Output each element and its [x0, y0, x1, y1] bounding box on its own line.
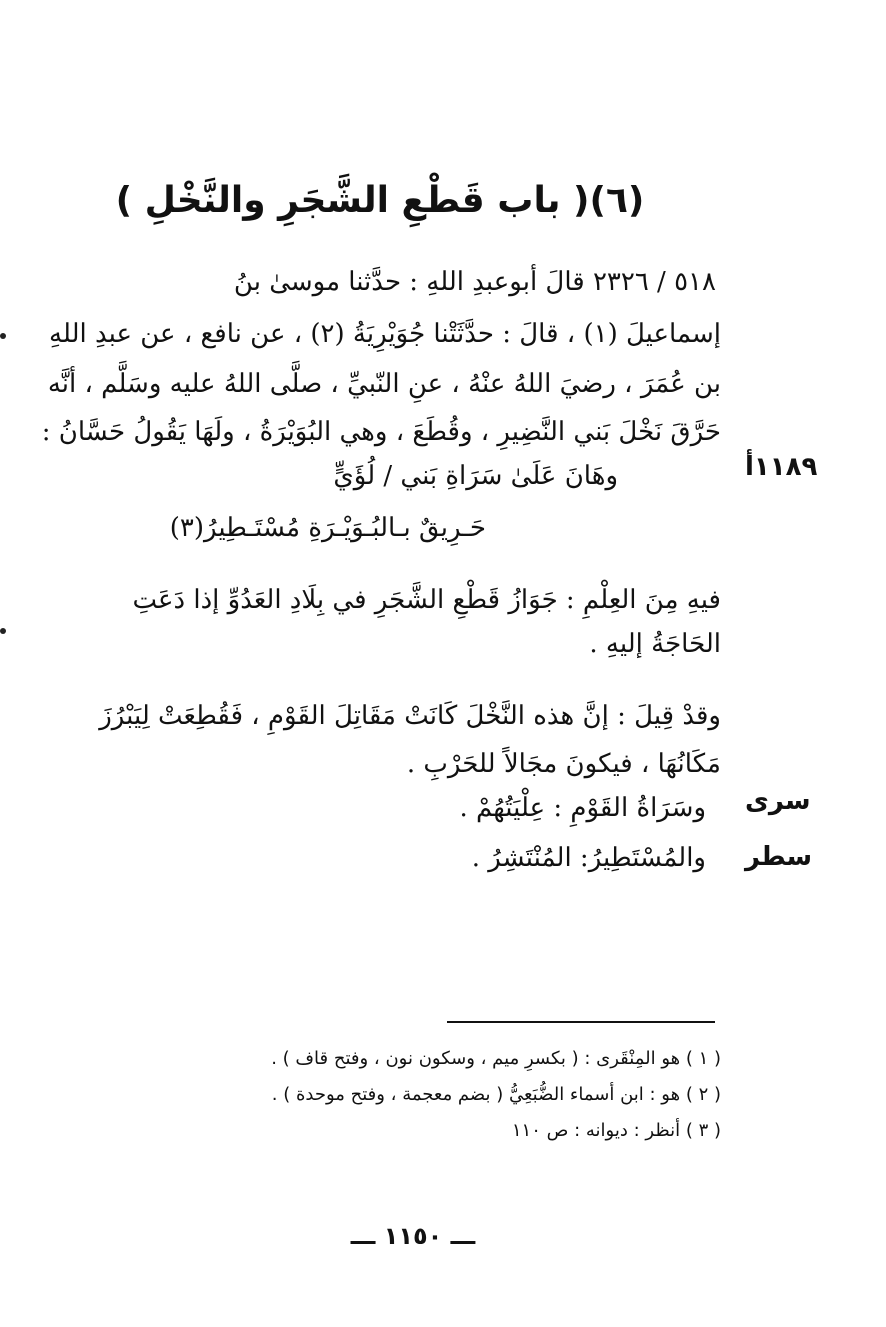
- footnote-2: ( ٢ ) هو : ابن أسماء الضُّبَعِيُّ ( بضم معجمة ، وفتح موحدة ) .: [271, 1084, 721, 1105]
- verse-second-half: حَـرِيقٌ بـالبُـوَيْـرَةِ مُسْتَـطِيرُ(٣): [169, 513, 486, 543]
- margin-root-str: سطر: [745, 842, 813, 872]
- scan-mark: [0, 333, 6, 339]
- hadith-line-3: بن عُمَرَ ، رضيَ اللهُ عنْهُ ، عنِ النّبيِّ ، صلَّى اللهُ عليه وسَلَّم ، أنَّه: [47, 369, 721, 399]
- margin-reference: ١١٨٩أ: [745, 452, 818, 482]
- chapter-heading: (٦)( باب قَطْعِ الشَّجَرِ والنَّخْلِ ): [115, 180, 645, 221]
- hadith-line-1: ٥١٨ / ٢٣٢٦ قالَ أبوعبدِ اللهِ : حدَّثنا موسىٰ بنُ: [233, 267, 716, 297]
- footnote-3: ( ٣ ) أنظر : ديوانه : ص ١١٠: [511, 1120, 721, 1141]
- commentary-line-3: وقدْ قِيلَ : إنَّ هذه النَّخْلَ كَانَتْ مَقَاتِلَ القَوْمِ ، فَقُطِعَتْ لِيَبْرُزَ: [99, 701, 721, 731]
- gloss-line-2: والمُسْتَطِيرُ: المُنْتَشِرُ .: [471, 843, 706, 873]
- commentary-line-2: الحَاجَةُ إليهِ .: [589, 629, 721, 659]
- gloss-line-1: وسَرَاةُ القَوْمِ : عِلْيَتُهُمْ .: [459, 793, 706, 823]
- footnote-divider: [447, 1021, 715, 1023]
- hadith-line-4: حَرَّقَ نَخْلَ بَني النَّضِيرِ ، وقُطَعَ ، وهي البُوَيْرَةُ ، ولَهَا يَقُولُ حَسَّانُ :: [41, 417, 721, 447]
- page-number: ـــ ١١٥٠ ـــ: [350, 1222, 476, 1250]
- scan-mark: [0, 628, 6, 634]
- commentary-line-4: مَكَانُهَا ، فيكونَ مجَالاً للحَرْبِ .: [406, 749, 721, 779]
- commentary-line-1: فيهِ مِنَ العِلْمِ : جَوَازُ قَطْعِ الشَّجَرِ في بِلَادِ العَدُوِّ إذا دَعَتِ: [132, 585, 721, 615]
- footnote-1: ( ١ ) هو المِنْقَرى : ( بكسرِ ميم ، وسكون نون ، وفتح قاف ) .: [271, 1048, 721, 1069]
- hadith-line-2: إسماعيلَ (١) ، قالَ : حدَّثَتْنا جُوَيْرِيَةُ (٢) ، عن نافع ، عن عبدِ اللهِ: [49, 319, 721, 349]
- margin-root-sry: سرى: [745, 786, 811, 816]
- verse-first-half: وهَانَ عَلَىٰ سَرَاةِ بَني / لُؤَيٍّ: [333, 461, 618, 491]
